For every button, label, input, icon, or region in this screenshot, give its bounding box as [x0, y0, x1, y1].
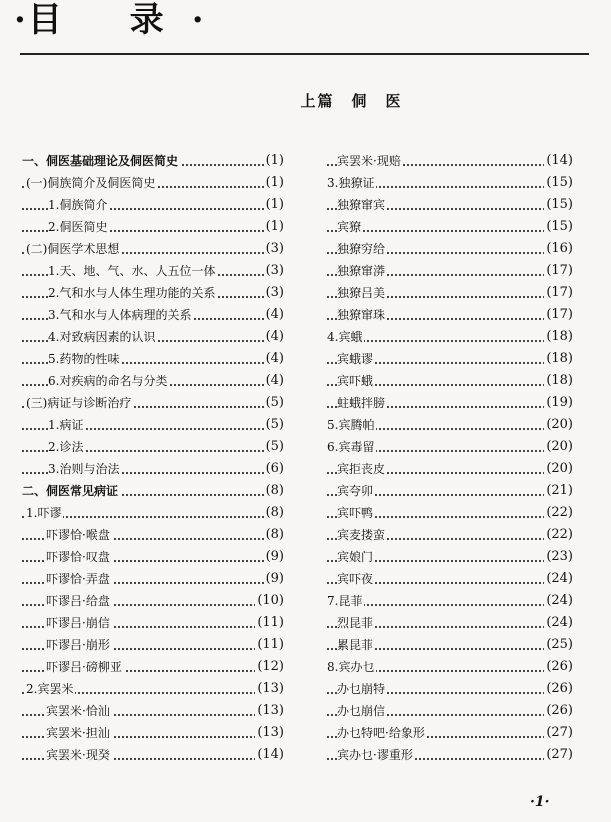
toc-entry-page: (11)	[255, 634, 284, 656]
toc-entry[interactable]	[327, 414, 573, 436]
toc-entry-title: 1.吓谬	[26, 502, 63, 524]
toc-entry-page: (8)	[264, 502, 284, 524]
toc-entry-page: (22)	[544, 502, 573, 524]
toc-entry[interactable]	[327, 502, 573, 524]
toc-entry[interactable]	[22, 326, 284, 348]
toc-entry[interactable]	[22, 436, 284, 458]
toc-entry-page: (20)	[544, 436, 573, 458]
toc-entry-page: (18)	[544, 326, 573, 348]
toc-entry[interactable]	[327, 436, 573, 458]
toc-entry[interactable]	[22, 304, 284, 326]
toc-entry-title: 吓谬恰·弄盘	[46, 568, 112, 590]
toc-entry[interactable]	[22, 634, 284, 656]
toc-entry[interactable]	[22, 414, 284, 436]
toc-entry-page: (3)	[264, 260, 284, 282]
toc-entry-page: (3)	[264, 282, 284, 304]
toc-entry-page: (18)	[544, 370, 573, 392]
toc-entry-page: (4)	[264, 326, 284, 348]
toc-column-left	[22, 150, 284, 766]
toc-entry-title: 宾吓蛾	[337, 370, 375, 392]
toc-entry-title: 吓谬吕·崩形	[46, 634, 112, 656]
toc-entry[interactable]	[327, 524, 573, 546]
toc-entry-title: 独獠窜珠	[337, 304, 387, 326]
toc-entry[interactable]	[22, 744, 284, 766]
toc-entry-title: 7.昆菲	[327, 590, 364, 612]
toc-entry[interactable]	[327, 656, 573, 678]
toc-entry[interactable]	[22, 282, 284, 304]
toc-entry[interactable]	[327, 150, 573, 172]
toc-entry[interactable]	[22, 194, 284, 216]
toc-entry-title: 3.独獠证	[327, 172, 376, 194]
toc-entry[interactable]	[22, 656, 284, 678]
toc-entry-page: (15)	[544, 194, 573, 216]
toc-entry-title: 吓谬吕·给盘	[46, 590, 112, 612]
toc-entry[interactable]	[22, 216, 284, 238]
toc-entry-title: 宾吓鸭	[337, 502, 375, 524]
toc-entry-title: 宾夸卯	[337, 480, 375, 502]
toc-entry-page: (15)	[544, 172, 573, 194]
toc-entry-title: 办乜崩特	[337, 678, 387, 700]
toc-entry-title: 烈昆菲	[337, 612, 375, 634]
toc-entry-title: 2.气和水与人体生理功能的关系	[48, 282, 217, 304]
toc-entry[interactable]	[22, 458, 284, 480]
toc-entry[interactable]	[327, 458, 573, 480]
title-dot-right: ·	[191, 0, 206, 40]
toc-entry-page: (22)	[544, 524, 573, 546]
toc-entry-title: 3.治则与治法	[48, 458, 121, 480]
toc-entry-page: (5)	[264, 436, 284, 458]
toc-entry-title: 5.宾腾帕	[327, 414, 376, 436]
toc-entry-page: (4)	[264, 348, 284, 370]
toc-entry-page: (17)	[544, 282, 573, 304]
toc-entry-title: 宾獠	[337, 216, 363, 238]
page-number: ·1·	[530, 794, 550, 810]
toc-entry[interactable]	[327, 392, 573, 414]
toc-entry-title: 6.宾毒留	[327, 436, 376, 458]
toc-entry-page: (13)	[255, 678, 284, 700]
toc-entry[interactable]	[22, 392, 284, 414]
toc-entry-title: 宾麦搂蛮	[337, 524, 387, 546]
toc-column-right	[327, 150, 573, 766]
toc-entry-title: 吓谬吕·磅柳亚	[46, 656, 124, 678]
toc-entry-page: (4)	[264, 304, 284, 326]
section-title: 上篇 侗 医	[300, 92, 403, 110]
toc-entry-page: (14)	[255, 744, 284, 766]
toc-entry-page: (17)	[544, 260, 573, 282]
page-title	[14, 0, 206, 41]
toc-entry-page: (8)	[264, 524, 284, 546]
toc-entry-page: (1)	[264, 172, 284, 194]
toc-entry-page: (6)	[264, 458, 284, 480]
toc-entry-page: (13)	[255, 700, 284, 722]
toc-entry-page: (5)	[264, 392, 284, 414]
toc-entry-page: (21)	[544, 480, 573, 502]
toc-entry[interactable]	[327, 216, 573, 238]
toc-entry[interactable]	[22, 568, 284, 590]
toc-entry-title: (三)病证与诊断治疗	[26, 392, 133, 414]
toc-entry-page: (20)	[544, 414, 573, 436]
toc-entry-title: 宾罢米·现赔	[337, 150, 403, 172]
toc-entry[interactable]	[22, 612, 284, 634]
toc-entry-title: 6.对疾病的命名与分类	[48, 370, 169, 392]
header-rule	[20, 53, 589, 55]
toc-entry-page: (20)	[544, 458, 573, 480]
toc-entry-title: 宾拒丧皮	[337, 458, 387, 480]
toc-entry[interactable]	[327, 678, 573, 700]
toc-entry-title: 1.病证	[48, 414, 85, 436]
toc-entry[interactable]	[22, 502, 284, 524]
toc-entry[interactable]	[22, 172, 284, 194]
toc-entry[interactable]	[22, 590, 284, 612]
toc-entry[interactable]	[327, 348, 573, 370]
toc-entry[interactable]	[22, 260, 284, 282]
toc-entry-title: 一、侗医基础理论及侗医简史	[22, 150, 180, 172]
toc-entry-page: (24)	[544, 568, 573, 590]
toc-entry-title: (二)侗医学术思想	[26, 238, 121, 260]
toc-entry-page: (19)	[544, 392, 573, 414]
title-text: 目 录	[27, 0, 192, 40]
toc-entry-title: 5.药物的性味	[48, 348, 121, 370]
toc-entry-page: (9)	[264, 546, 284, 568]
toc-entry[interactable]	[327, 546, 573, 568]
toc-entry-page: (24)	[544, 612, 573, 634]
toc-entry-title: 宾罢米·担汕	[46, 722, 112, 744]
toc-entry-page: (13)	[255, 722, 284, 744]
toc-entry-page: (23)	[544, 546, 573, 568]
toc-entry-title: 2.诊法	[48, 436, 85, 458]
toc-entry[interactable]	[327, 260, 573, 282]
toc-entry-page: (27)	[544, 744, 573, 766]
toc-entry-title: 2.宾罢米	[26, 678, 75, 700]
toc-entry[interactable]	[327, 744, 573, 766]
toc-entry-page: (25)	[544, 634, 573, 656]
toc-entry-title: 8.宾办乜	[327, 656, 376, 678]
toc-entry-page: (26)	[544, 678, 573, 700]
toc-entry-title: 宾娘门	[337, 546, 375, 568]
toc-entry-page: (1)	[264, 150, 284, 172]
toc-entry-title: 二、侗医常见病证	[22, 480, 120, 502]
toc-entry[interactable]	[22, 722, 284, 744]
toc-entry[interactable]	[327, 634, 573, 656]
toc-entry-title: 累昆菲	[337, 634, 375, 656]
toc-entry-title: 宾罢米·恰汕	[46, 700, 112, 722]
toc-entry[interactable]	[327, 590, 573, 612]
toc-entry-title: 2.侗医简史	[48, 216, 109, 238]
toc-entry-page: (11)	[255, 612, 284, 634]
toc-entry-title: 3.气和水与人体病理的关系	[48, 304, 193, 326]
toc-entry-page: (4)	[264, 370, 284, 392]
toc-entry-page: (14)	[544, 150, 573, 172]
toc-entry[interactable]	[22, 480, 284, 502]
section-heading	[0, 90, 611, 111]
toc-entry-page: (1)	[264, 194, 284, 216]
toc-entry[interactable]	[22, 678, 284, 700]
toc-entry-title: 4.对致病因素的认识	[48, 326, 157, 348]
toc-entry[interactable]	[327, 700, 573, 722]
toc-entry-title: 宾蛾谬	[337, 348, 375, 370]
toc-entry-page: (12)	[255, 656, 284, 678]
toc-entry[interactable]	[327, 370, 573, 392]
toc-entry[interactable]	[327, 194, 573, 216]
toc-entry-page: (1)	[264, 216, 284, 238]
toc-entry-page: (15)	[544, 216, 573, 238]
toc-entry[interactable]	[327, 172, 573, 194]
toc-entry-title: 办乜特吧·给象形	[337, 722, 427, 744]
toc-entry[interactable]	[22, 150, 284, 172]
toc-entry-page: (26)	[544, 656, 573, 678]
toc-entry-page: (26)	[544, 700, 573, 722]
toc-entry[interactable]	[327, 282, 573, 304]
toc-entry[interactable]	[327, 612, 573, 634]
toc-entry-title: 办乜崩信	[337, 700, 387, 722]
toc-entry[interactable]	[22, 370, 284, 392]
toc-leader-dots	[327, 230, 573, 232]
toc-entry-page: (17)	[544, 304, 573, 326]
toc-entry[interactable]	[327, 568, 573, 590]
toc-entry-page: (27)	[544, 722, 573, 744]
toc-entry-page: (8)	[264, 480, 284, 502]
toc-entry-title: 独獠吕美	[337, 282, 387, 304]
toc-entry[interactable]	[22, 700, 284, 722]
toc-entry[interactable]	[327, 722, 573, 744]
toc-entry[interactable]	[327, 480, 573, 502]
toc-entry[interactable]	[22, 524, 284, 546]
toc-entry-page: (16)	[544, 238, 573, 260]
toc-entry-page: (5)	[264, 414, 284, 436]
toc-entry[interactable]	[22, 238, 284, 260]
toc-entry[interactable]	[327, 304, 573, 326]
toc-entry-title: 1.天、地、气、水、人五位一体	[48, 260, 217, 282]
toc-entry-title: 4.宾蛾	[327, 326, 364, 348]
toc-entry-title: 吓谬恰·叹盘	[46, 546, 112, 568]
toc-entry-title: 独獠窜漭	[337, 260, 387, 282]
toc-entry-page: (3)	[264, 238, 284, 260]
toc-entry[interactable]	[22, 546, 284, 568]
toc-entry-title: 蛀蛾拌膀	[337, 392, 387, 414]
toc-entry[interactable]	[22, 348, 284, 370]
toc-entry-title: 独獠穷给	[337, 238, 387, 260]
toc-entry-page: (18)	[544, 348, 573, 370]
toc-entry-title: 吓谬恰·喉盘	[46, 524, 112, 546]
toc-entry-page: (10)	[255, 590, 284, 612]
toc-entry-title: 1.侗族简介	[48, 194, 109, 216]
toc-entry-page: (9)	[264, 568, 284, 590]
toc-entry-title: (一)侗族简介及侗医简史	[26, 172, 157, 194]
toc-entry-title: 宾办乜·谬重形	[337, 744, 415, 766]
toc-entry-page: (24)	[544, 590, 573, 612]
toc-entry-title: 独獠窜宾	[337, 194, 387, 216]
toc-entry-title: 吓谬吕·崩信	[46, 612, 112, 634]
toc-entry-title: 宾吓夜	[337, 568, 375, 590]
toc-entry[interactable]	[327, 326, 573, 348]
toc-entry[interactable]	[327, 238, 573, 260]
toc-entry-title: 宾罢米·现癸	[46, 744, 112, 766]
title-dot-left: ·	[14, 0, 28, 40]
